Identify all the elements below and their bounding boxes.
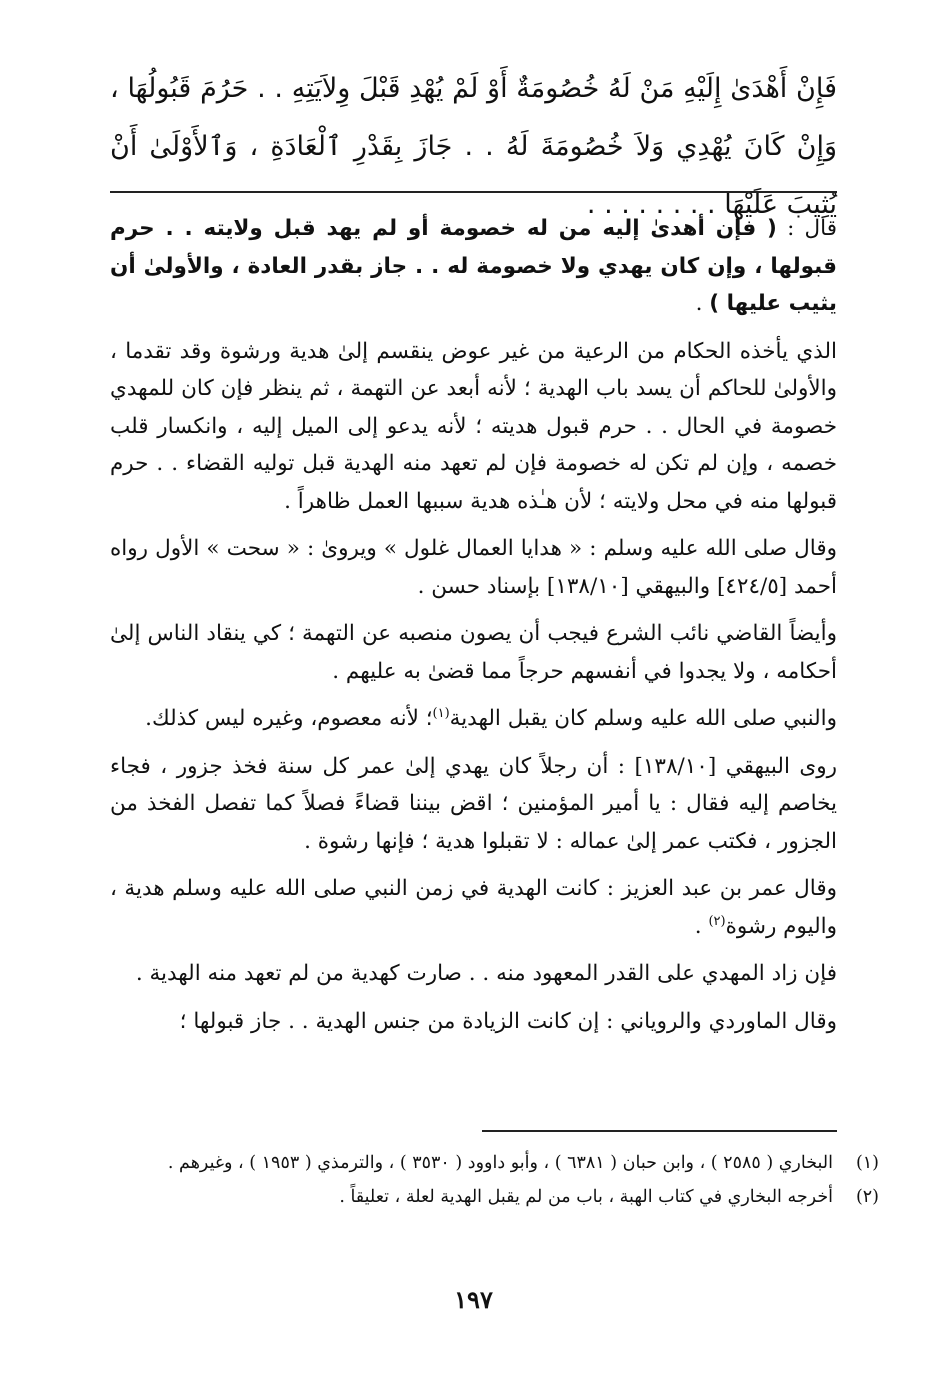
commentary-paragraph: وقال الماوردي والروياني : إن كانت الزيادة من جنس الهدية . . جاز قبولها ؛ xyxy=(179,1008,837,1034)
footnote-number: (٢) xyxy=(855,1187,879,1207)
footnote-ref: (٢) xyxy=(708,913,726,929)
paragraph-tail: . xyxy=(695,291,710,316)
page-number: ١٩٧ xyxy=(454,1285,493,1314)
commentary-paragraph: روى البيهقي [١٣٨/١٠] : أن رجلاً كان يهدي إلىٰ عمر كل سنة فخذ جزور ، فجاء يخاصم إليه فقال : يا أمير المؤمنين ؛ اقض بيننا قضاءً فصلاً كما تفصل الفخذ من الجزور ، فكتب عمر إلىٰ عماله : لا تقبلوا هدية ؛ فإنها رشوة . xyxy=(110,753,837,854)
commentary-paragraph xyxy=(110,210,837,323)
qala-lead: قال : xyxy=(776,216,837,241)
paragraph-text: والنبي صلى الله عليه وسلم كان يقبل الهدية xyxy=(449,706,837,731)
paragraph-text: . xyxy=(694,913,709,939)
footnote-separator-rule xyxy=(482,1130,837,1132)
matn-separator-rule xyxy=(110,191,837,193)
commentary-paragraph: وأيضاً القاضي نائب الشرع فيجب أن يصون منصبه عن التهمة ؛ كي ينقاد الناس إلىٰ أحكامه ، ولا يجدوا في أنفسهم حرجاً مما قضىٰ به عليهم . xyxy=(110,621,837,684)
paragraph-text: ؛ لأنه معصوم، وغيره ليس كذلك. xyxy=(145,706,433,731)
matn-text: فَإِنْ أَهْدَىٰ إِلَيْهِ مَنْ لَهُ خُصُومَةٌ أَوْ لَمْ يُهْدِ قَبْلَ وِلاَيَتِهِ . . حَرُمَ قَبُولُهَا ، وَإِنْ كَانَ يُهْدِي وَلاَ خُصُومَةَ لَهُ . . جَازَ بِقَدْرِ ٱلْعَادَةِ ، وَٱلأَوْلَىٰ أَنْ يُثِيبَ عَلَيْهَا . . . . . . . . xyxy=(110,73,837,220)
commentary-paragraph: وقال صلى الله عليه وسلم : « هدايا العمال غلول » ويروىٰ : « سحت » الأول رواه أحمد [٤٢٤/٥] والبيهقي [١٣٨/١٠] بإسناد حسن . xyxy=(110,536,837,599)
commentary-paragraph xyxy=(110,700,837,738)
footnote-number: (١) xyxy=(855,1153,879,1173)
footnote xyxy=(110,1182,879,1212)
commentary-body xyxy=(110,210,837,1050)
paragraph-text: وقال عمر بن عبد العزيز : كانت الهدية في زمن النبي صلى الله عليه وسلم هدية ، واليوم رشوة xyxy=(110,876,837,939)
quoted-matn: ( فإن أهدىٰ إليه من له خصومة أو لم يهد قبل ولايته . . حرم قبولها ، وإن كان يهدي ولا خصومة له . . جاز بقدر العادة ، والأولىٰ أن يثيب عليها ) xyxy=(110,216,837,316)
footnotes xyxy=(110,1148,879,1216)
footnote-text: البخاري ( ٢٥٨٥ ) ، وابن حبان ( ٦٣٨١ ) ، وأبو داوود ( ٣٥٣٠ ) ، والترمذي ( ١٩٥٣ ) ، وغيرهم . xyxy=(167,1153,833,1173)
commentary-paragraph: فإن زاد المهدي على القدر المعهود منه . . صارت كهدية من لم تعهد منه الهدية . xyxy=(135,961,837,986)
footnote-text: أخرجه البخاري في كتاب الهبة ، باب من لم يقبل الهدية لعلة ، تعليقاً . xyxy=(339,1187,833,1207)
footnote-ref: (١) xyxy=(432,705,450,721)
commentary-paragraph xyxy=(110,870,837,945)
commentary-paragraph: الذي يأخذه الحكام من الرعية من غير عوض ينقسم إلىٰ هدية ورشوة وقد تقدما ، والأولىٰ للحاكم أن يسد باب الهدية ؛ لأنه أبعد عن التهمة ، ثم ينظر فإن كان للمهدي خصومة في الحال . . حرم قبول هديته ؛ لأنه يدعو إلى الميل إليه ، وانكسار قلب خصمه ، وإن لم تكن له خصومة فإن لم تعهد منه الهدية قبل توليه القضاء . . حرم قبولها منه في محل ولايته ؛ لأن هـٰذه هدية سببها العمل ظاهراً . xyxy=(110,338,837,514)
footnote xyxy=(110,1148,879,1178)
